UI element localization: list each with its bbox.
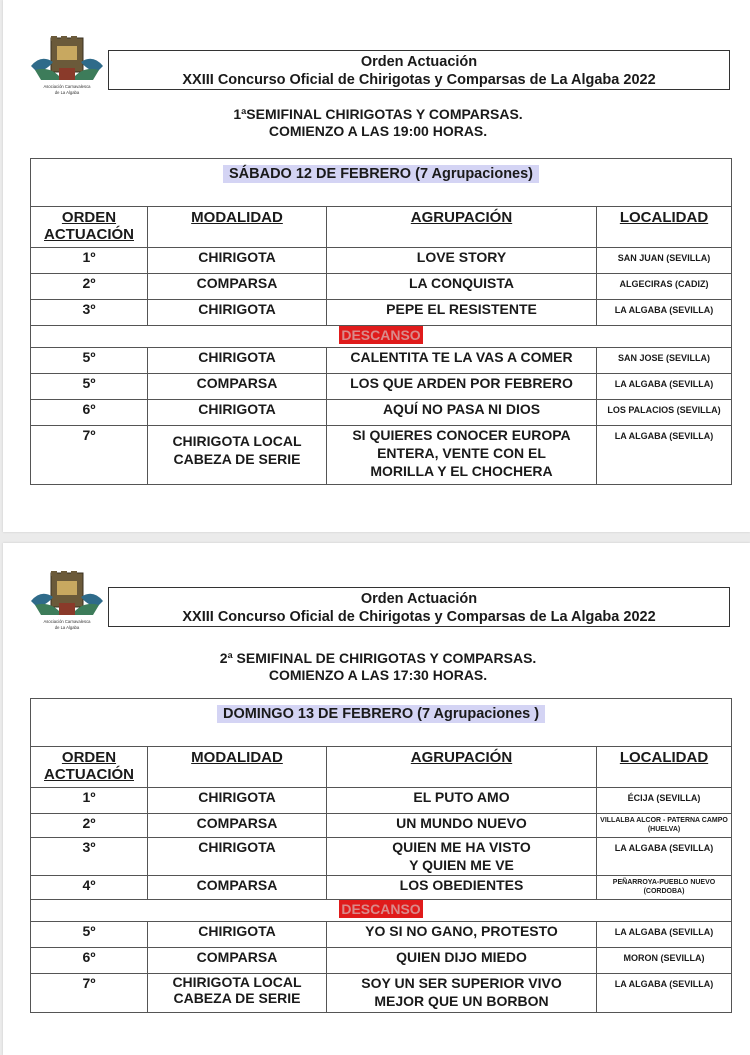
table-row (31, 248, 732, 274)
orden-cell: 6º (31, 400, 148, 426)
localidad-cell: LA ALGABA (SEVILLA) (597, 922, 732, 948)
col-agrupacion-header: AGRUPACIÓN (327, 207, 597, 248)
col-localidad-header: LOCALIDAD (597, 207, 732, 248)
agrupacion-cell: QUIEN ME HA VISTO Y QUIEN ME VE (327, 838, 597, 876)
orden-cell: 6º (31, 948, 148, 974)
association-logo (29, 571, 105, 633)
col-agrupacion-header: AGRUPACIÓN (327, 747, 597, 788)
title-line-1: Orden Actuación (360, 54, 478, 70)
schedule-sheet-1 (3, 0, 750, 532)
modalidad-cell: CHIRIGOTA (148, 248, 327, 274)
orden-cell: 5º (31, 922, 148, 948)
title-line-1: Orden Actuación (360, 591, 478, 607)
orden-cell: 2º (31, 274, 148, 300)
agrupacion-cell: AQUÍ NO PASA NI DIOS (327, 400, 597, 426)
start-time: COMIENZO A LAS 17:30 HORAS. (268, 667, 488, 683)
table-row (31, 922, 732, 948)
agrupacion-cell: YO SI NO GANO, PROTESTO (327, 922, 597, 948)
localidad-cell: SAN JOSE (SEVILLA) (597, 348, 732, 374)
agrupacion-cell: LOS QUE ARDEN POR FEBRERO (327, 374, 597, 400)
day-header (31, 159, 732, 207)
modalidad-cell: CHIRIGOTA LOCAL CABEZA DE SERIE (148, 974, 327, 1013)
table-row (31, 876, 732, 900)
break-row (31, 900, 732, 922)
col-orden-header: ORDEN ACTUACIÓN (31, 207, 148, 248)
localidad-cell: MORON (SEVILLA) (597, 948, 732, 974)
start-time: COMIENZO A LAS 19:00 HORAS. (268, 123, 488, 139)
schedule-table (30, 158, 732, 485)
agrupacion-cell: QUIEN DIJO MIEDO (327, 948, 597, 974)
title-box (108, 587, 730, 627)
semifinal-title: 2ª SEMIFINAL DE CHIRIGOTAS Y COMPARSAS. (219, 650, 537, 666)
col-modalidad-header: MODALIDAD (148, 747, 327, 788)
semifinal-heading (3, 106, 750, 140)
agrupacion-cell: LA CONQUISTA (327, 274, 597, 300)
orden-cell: 3º (31, 300, 148, 326)
modalidad-cell: CHIRIGOTA (148, 788, 327, 814)
modalidad-cell: CHIRIGOTA (148, 838, 327, 876)
localidad-cell: VILLALBA ALCOR - PATERNA CAMPO (HUELVA) (597, 814, 732, 838)
orden-cell: 7º (31, 974, 148, 1013)
orden-cell: 4º (31, 876, 148, 900)
break-label: DESCANSO (341, 327, 421, 343)
col-localidad-header: LOCALIDAD (597, 747, 732, 788)
table-row (31, 400, 732, 426)
logo-caption-line-2: de La Algaba (54, 90, 80, 95)
logo-caption-line-1: Asociación Carnavalesca (43, 619, 91, 624)
title-line-2: XXIII Concurso Oficial de Chirigotas y Comparsas de La Algaba 2022 (182, 72, 656, 88)
agrupacion-cell: PEPE EL RESISTENTE (327, 300, 597, 326)
modalidad-cell: COMPARSA (148, 876, 327, 900)
localidad-cell: LA ALGABA (SEVILLA) (597, 838, 732, 876)
table-row (31, 974, 732, 1013)
table-row (31, 300, 732, 326)
orden-cell: 1º (31, 248, 148, 274)
schedule-table (30, 698, 732, 1013)
logo-caption-line-1: Asociación Carnavalesca (43, 84, 91, 89)
column-headers (31, 747, 732, 788)
modalidad-cell: COMPARSA (148, 814, 327, 838)
schedule-sheet-2 (3, 543, 750, 1055)
modalidad-cell: COMPARSA (148, 374, 327, 400)
orden-cell: 2º (31, 814, 148, 838)
orden-cell: 5º (31, 374, 148, 400)
agrupacion-cell: UN MUNDO NUEVO (327, 814, 597, 838)
orden-cell: 1º (31, 788, 148, 814)
localidad-cell: ALGECIRAS (CADIZ) (597, 274, 732, 300)
modalidad-cell: CHIRIGOTA (148, 348, 327, 374)
agrupacion-cell: SOY UN SER SUPERIOR VIVO MEJOR QUE UN BORBON (327, 974, 597, 1013)
localidad-cell: LA ALGABA (SEVILLA) (597, 426, 732, 485)
break-row (31, 326, 732, 348)
localidad-cell: LA ALGABA (SEVILLA) (597, 974, 732, 1013)
agrupacion-cell: LOVE STORY (327, 248, 597, 274)
col-orden-header: ORDEN ACTUACIÓN (31, 747, 148, 788)
table-row (31, 348, 732, 374)
table-row (31, 374, 732, 400)
localidad-cell: PEÑARROYA-PUEBLO NUEVO (CORDOBA) (597, 876, 732, 900)
association-logo (29, 36, 105, 98)
modalidad-cell: COMPARSA (148, 948, 327, 974)
col-modalidad-header: MODALIDAD (148, 207, 327, 248)
agrupacion-cell: LOS OBEDIENTES (327, 876, 597, 900)
modalidad-cell: CHIRIGOTA (148, 300, 327, 326)
localidad-cell: LA ALGABA (SEVILLA) (597, 300, 732, 326)
table-row (31, 948, 732, 974)
day-label: DOMINGO 13 DE FEBRERO (7 Agrupaciones ) (217, 705, 545, 723)
localidad-cell: ÉCIJA (SEVILLA) (597, 788, 732, 814)
orden-cell: 3º (31, 838, 148, 876)
table-row (31, 814, 732, 838)
localidad-cell: LOS PALACIOS (SEVILLA) (597, 400, 732, 426)
table-row (31, 838, 732, 876)
modalidad-cell: COMPARSA (148, 274, 327, 300)
agrupacion-cell: SI QUIERES CONOCER EUROPA ENTERA, VENTE CON EL MORILLA Y EL CHOCHERA (327, 426, 597, 485)
orden-cell: 5º (31, 348, 148, 374)
semifinal-title: 1ªSEMIFINAL CHIRIGOTAS Y COMPARSAS. (233, 106, 523, 122)
table-row (31, 426, 732, 485)
table-row (31, 788, 732, 814)
localidad-cell: LA ALGABA (SEVILLA) (597, 374, 732, 400)
break-label: DESCANSO (341, 901, 421, 917)
title-box (108, 50, 730, 90)
agrupacion-cell: EL PUTO AMO (327, 788, 597, 814)
day-label: SÁBADO 12 DE FEBRERO (7 Agrupaciones) (223, 165, 539, 183)
localidad-cell: SAN JUAN (SEVILLA) (597, 248, 732, 274)
table-row (31, 274, 732, 300)
semifinal-heading (3, 650, 750, 684)
logo-caption-line-2: de La Algaba (54, 625, 80, 630)
orden-cell: 7º (31, 426, 148, 485)
agrupacion-cell: CALENTITA TE LA VAS A COMER (327, 348, 597, 374)
modalidad-cell: CHIRIGOTA LOCAL CABEZA DE SERIE (148, 426, 327, 485)
modalidad-cell: CHIRIGOTA (148, 400, 327, 426)
column-headers (31, 207, 732, 248)
day-header (31, 699, 732, 747)
title-line-2: XXIII Concurso Oficial de Chirigotas y Comparsas de La Algaba 2022 (182, 609, 656, 625)
modalidad-cell: CHIRIGOTA (148, 922, 327, 948)
